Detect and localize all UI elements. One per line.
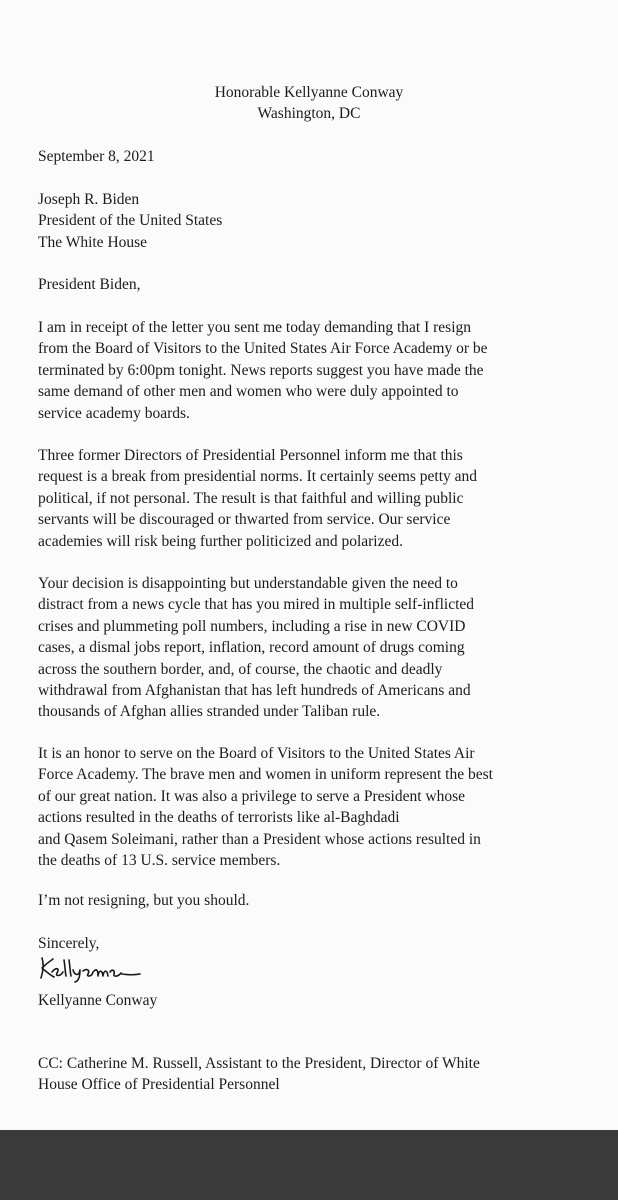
recipient-address: The White House — [38, 233, 148, 251]
paragraph-line: political, if not personal. The result is that faithful and willing public — [38, 489, 464, 507]
paragraph-line: withdrawal from Afghanistan that has left hundreds of Americans and — [38, 682, 471, 700]
date-text: September 8, 2021 — [38, 148, 155, 165]
paragraph-line: cases, a dismal jobs report, inflation, record amount of drugs coming — [38, 639, 465, 657]
salutation-text: President Biden, — [38, 276, 141, 293]
paragraph-line: I’m not resigning, but you should. — [38, 892, 250, 909]
paragraph-line: academies will risk being further politicized and polarized. — [38, 532, 403, 550]
paragraph-line: distract from a news cycle that has you mired in multiple self-inflicted — [38, 596, 475, 614]
paragraph-line: request is a break from presidential norms. It certainly seems petty and — [38, 468, 478, 486]
paragraph-line: servants will be discouraged or thwarted from service. Our service — [38, 511, 451, 529]
closing-text: Sincerely, — [38, 935, 100, 952]
cc-line — [38, 1053, 598, 1096]
paragraph-line: actions resulted in the deaths of terrorists like al-Baghdadi — [38, 809, 400, 827]
paragraph-line: Your decision is disappointing but understandable given the need to — [38, 575, 458, 592]
paragraph-line: I am in receipt of the letter you sent me today demanding that I resign — [38, 319, 472, 336]
paragraph-line: same demand of other men and women who were duly appointed to — [38, 383, 459, 401]
handwritten-signature — [36, 950, 146, 984]
letter-date — [38, 146, 598, 167]
recipient-title: President of the United States — [38, 212, 223, 230]
letterhead-name: Honorable Kellyanne Conway — [214, 84, 404, 101]
salutation — [38, 274, 598, 295]
signer-name: Kellyanne Conway — [38, 992, 158, 1009]
cc-text-line: CC: Catherine M. Russell, Assistant to the President, Director of White — [38, 1055, 480, 1072]
letterhead — [0, 82, 618, 124]
paragraph-line: Three former Directors of Presidential Personnel inform me that this — [38, 447, 463, 464]
paragraph-line: crises and plummeting poll numbers, including a rise in new COVID — [38, 617, 466, 635]
paragraph-line: It is an honor to serve on the Board of Visitors to the United States Air — [38, 745, 475, 762]
paragraph-5 — [38, 890, 598, 911]
recipient-name: Joseph R. Biden — [38, 191, 140, 208]
paragraph-line: from the Board of Visitors to the United States Air Force Academy or be — [38, 340, 488, 358]
paragraph-2 — [38, 445, 598, 552]
paragraph-line: of our great nation. It was also a privilege to serve a President whose — [38, 787, 465, 805]
paragraph-3 — [38, 573, 598, 723]
paragraph-line: the deaths of 13 U.S. service members. — [38, 852, 281, 870]
paragraph-line: thousands of Afghan allies stranded under Taliban rule. — [38, 703, 381, 721]
paragraph-line: terminated by 6:00pm tonight. News reports suggest you have made the — [38, 361, 484, 379]
cc-text-line: House Office of Presidential Personnel — [38, 1076, 280, 1094]
bottom-dark-bar — [0, 1130, 618, 1200]
paragraph-line: across the southern border, and, of course, the chaotic and deadly — [38, 660, 443, 678]
signer-block — [38, 990, 598, 1011]
paragraph-4 — [38, 743, 598, 871]
recipient-block — [38, 189, 598, 253]
letterhead-location: Washington, DC — [257, 105, 361, 122]
paragraph-line: Force Academy. The brave men and women in uniform represent the best — [38, 766, 493, 784]
paragraph-line: and Qasem Soleimani, rather than a President whose actions resulted in — [38, 830, 481, 848]
paragraph-line: service academy boards. — [38, 404, 190, 422]
paragraph-1 — [38, 317, 598, 424]
